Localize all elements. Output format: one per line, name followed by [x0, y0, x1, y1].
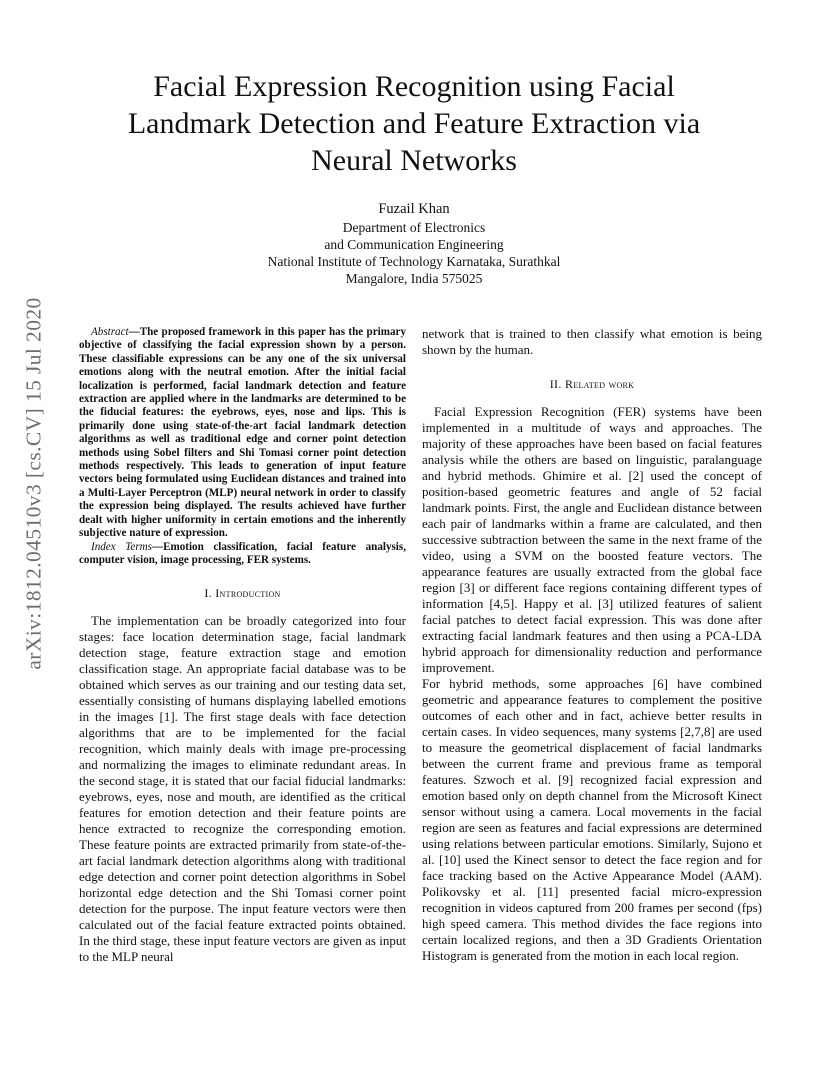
section-heading-related-work — [422, 376, 762, 392]
author-affiliation-line: Department of Electronics — [342, 220, 486, 235]
index-terms-label: Index Terms — [91, 540, 152, 553]
abstract-label: Abstract — [91, 326, 129, 338]
arxiv-identifier-text: arXiv:1812.04510v3 [cs.CV] 15 Jul 2020 — [21, 296, 46, 670]
related-work-paragraph: Facial Expression Recognition (FER) systems have been implemented in a multitude of ways and approaches. The majority of these approaches have been based on facial features analysis while the others are based on linguistic, paralanguage and hybrid methods. Ghimire et al. [2] used the concept of position-based geometric features and angle of 52 facial landmark points. First, the angle and Euclidean distance between each pair of landmarks within a frame are calculated, and then successive subtraction between the same in the next frame of the video, using a SVM on the boosted feature vectors. The appearance features are usually extracted from the global face region [3] or different face regions containing different types of information [4,5]. Happy et al. [3] utilized features of salient facial patches to detect facial expression. This was done after extracting facial landmark features and then using a PCA-LDA hybrid approach for dimensionality reduction and performance improvement. — [422, 404, 762, 675]
arxiv-identifier-stamp — [14, 293, 54, 673]
section-heading-introduction — [79, 585, 406, 601]
abstract-text: —The proposed framework in this paper has the primary objective of classifying the facial expression shown by a person. These classifiable expressions can be any one of the six universal emotions along with the neutral emotion. After the initial facial localization is performed, facial landmark detection and feature extraction are applied where in the landmarks are determined to be the fiducial features: the eyebrows, eyes, nose and lips. This is primarily done using state-of-the-art facial landmark detection algorithms as well as traditional edge and corner point detection methods using Sobel filters and Shi Tomasi corner point detection methods respectively. This leads to generation of input feature vectors being formulated using Euclidean distances and trained into a Multi-Layer Perceptron (MLP) neural network in order to classify the expression being displayed. The results achieved have further dealt with higher uniformity in certain emotions and the inherently subjective nature of expression. — [79, 326, 406, 540]
right-column — [422, 326, 762, 964]
author-affiliation-line: National Institute of Technology Karnataka, Surathkal — [267, 254, 561, 269]
author-name: Fuzail Khan — [378, 201, 450, 217]
section-title: Introduction — [215, 586, 281, 601]
introduction-continuation: network that is trained to then classify what emotion is being shown by the human. — [422, 326, 762, 357]
paper-title — [60, 68, 768, 179]
title-line: Neural Networks — [311, 144, 517, 177]
section-title: Related work — [564, 377, 635, 391]
index-terms — [79, 541, 406, 568]
title-line: Facial Expression Recognition using Facial — [153, 70, 675, 103]
section-number: I. — [204, 586, 212, 601]
index-terms-text: —Emotion classification, facial feature analysis, computer vision, image processing, FER systems. — [79, 540, 406, 566]
introduction-paragraph: The implementation can be broadly categorized into four stages: face location determination stage, facial landmark detection stage, feature extraction stage and emotion classification stage. An appropriate facial database was to be obtained which serves as our training and our testing data set, essentially consisting of humans displaying labelled emotions in the images [1]. The first stage deals with face detection algorithms that are to be implemented for the facial recognition, which mainly deals with image pre-processing and normalizing the images to eliminate redundant areas. In the second stage, it is stated that our facial fiducial landmarks: eyebrows, eyes, nose and mouth, are identified as the critical features for emotion detection and their feature points are hence extracted to recognize the corresponding emotion. These feature points are extracted primarily from state-of-the-art facial landmark detection algorithms along with traditional edge detection and corner point detection algorithms in Sobel horizontal edge detection and the Shi Tomasi corner point detection for the purpose. The input feature vectors were then calculated out of the facial feature extracted points obtained. In the third stage, these input feature vectors are given as input to the MLP neural — [79, 613, 406, 965]
abstract — [79, 326, 406, 541]
author-affiliation-line: Mangalore, India 575025 — [345, 271, 483, 286]
left-column — [79, 326, 406, 965]
section-number: II. — [549, 377, 562, 391]
author-affiliation-line: and Communication Engineering — [324, 237, 504, 252]
related-work-paragraph: For hybrid methods, some approaches [6] have combined geometric and appearance features to complement the positive outcomes of each other and in fact, achieve better results in certain cases. In video sequences, many systems [2,7,8] are used to measure the geometrical displacement of facial landmarks between the current frame and previous frame as temporal features. Szwoch et al. [9] recognized facial expression and emotion based only on depth channel from the Microsoft Kinect sensor without using a camera. Local movements in the facial region are seen as features and facial expressions are determined using relations between particular emotions. Similarly, Sujono et al. [10] used the Kinect sensor to detect the face region and for face tracking based on the Active Appearance Model (AAM). Polikovsky et al. [11] presented facial micro-expression recognition in videos captured from 200 frames per second (fps) high speed camera. This method divides the face regions into certain localized regions, and then a 3D Gradients Orientation Histogram is generated from the motion in each local region. — [422, 676, 762, 963]
author-block — [200, 201, 628, 287]
title-line: Landmark Detection and Feature Extraction via — [127, 107, 701, 140]
